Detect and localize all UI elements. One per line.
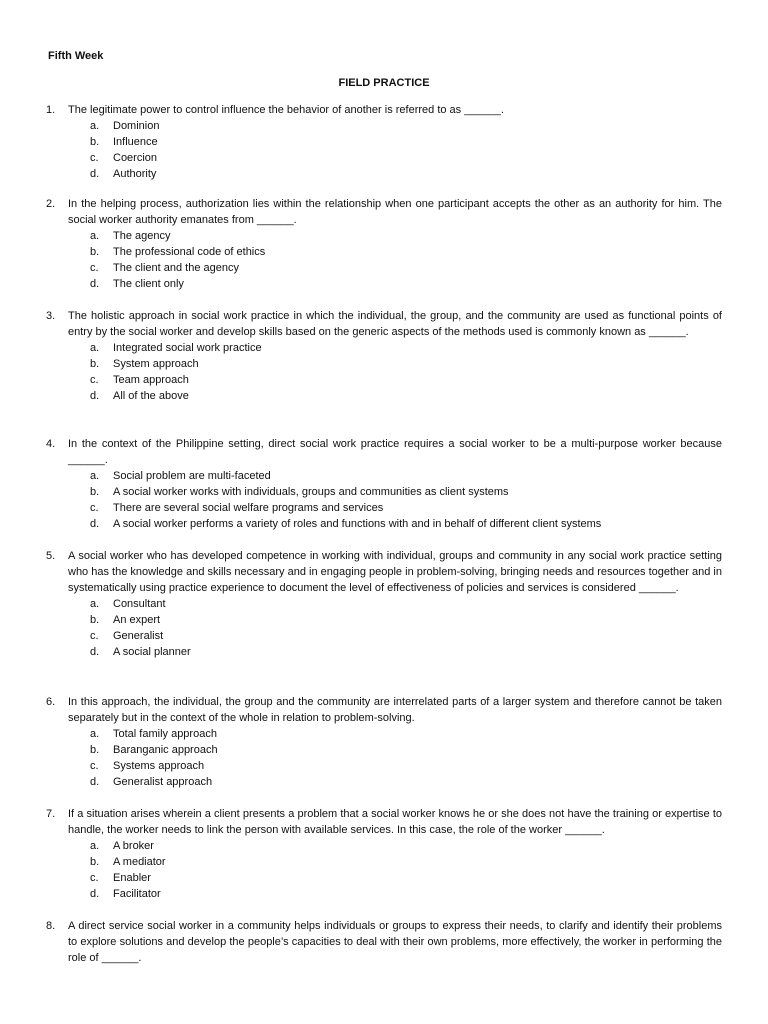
option-list (46, 596, 722, 660)
option-letter: b. (90, 856, 100, 868)
option-letter: a. (90, 120, 100, 132)
option-letter: a. (90, 230, 100, 242)
question-1 (46, 102, 722, 182)
question-2 (46, 196, 722, 292)
option-text: Authority (113, 168, 157, 180)
option-item (46, 340, 722, 356)
option-list (46, 118, 722, 182)
question-text: A direct service social worker in a community helps individuals or groups to express their needs, to clarify and identify their problems to explore solutions and develop the people’s capacities to deal with their own problems, more effectively, the worker in performing the role of ______. (68, 920, 722, 964)
option-text: Consultant (113, 598, 166, 610)
option-item (46, 166, 722, 182)
option-letter: c. (90, 262, 99, 274)
question-number: 5. (46, 550, 56, 562)
question-text: The legitimate power to control influence the behavior of another is referred to as ______. (68, 104, 504, 116)
option-text: Baranganic approach (113, 744, 218, 756)
option-text: Coercion (113, 152, 158, 164)
option-text: A social worker works with individuals, groups and communities as client systems (113, 486, 509, 498)
question-text: In the context of the Philippine setting, direct social work practice requires a social worker to be a multi-purpose worker because ______. (68, 438, 722, 466)
option-text: A broker (113, 840, 154, 852)
option-letter: d. (90, 390, 100, 402)
option-letter: b. (90, 614, 100, 626)
option-letter: d. (90, 888, 100, 900)
option-item (46, 774, 722, 790)
question-5 (46, 548, 722, 660)
option-letter: c. (90, 760, 99, 772)
question-number: 4. (46, 438, 56, 450)
option-text: System approach (113, 358, 199, 370)
question-7 (46, 806, 722, 902)
option-item (46, 612, 722, 628)
option-text: Influence (113, 136, 158, 148)
option-text: The professional code of ethics (113, 246, 266, 258)
option-letter: b. (90, 246, 100, 258)
option-text: Integrated social work practice (113, 342, 262, 354)
option-list (46, 838, 722, 902)
option-item (46, 500, 722, 516)
question-text: In the helping process, authorization lies within the relationship when one participant accepts the other as an authority for him. The social worker authority emanates from ______. (68, 198, 722, 226)
option-item (46, 372, 722, 388)
option-text: Social problem are multi-faceted (113, 470, 271, 482)
option-item (46, 356, 722, 372)
option-letter: b. (90, 358, 100, 370)
option-item (46, 742, 722, 758)
option-item (46, 484, 722, 500)
option-text: Total family approach (113, 728, 217, 740)
option-letter: c. (90, 502, 99, 514)
option-text: All of the above (113, 390, 189, 402)
option-letter: b. (90, 486, 100, 498)
page-title: FIELD PRACTICE (338, 77, 430, 89)
option-list (46, 468, 722, 532)
option-text: There are several social welfare programs and services (113, 502, 384, 514)
option-item (46, 596, 722, 612)
option-list (46, 340, 722, 404)
question-6 (46, 694, 722, 790)
option-letter: d. (90, 518, 100, 530)
option-text: The client only (113, 278, 184, 290)
option-item (46, 118, 722, 134)
option-item (46, 644, 722, 660)
option-text: Generalist (113, 630, 164, 642)
question-3 (46, 308, 722, 404)
option-item (46, 276, 722, 292)
option-item (46, 244, 722, 260)
option-item (46, 886, 722, 902)
option-letter: d. (90, 168, 100, 180)
question-text: The holistic approach in social work practice in which the individual, the group, and the community are used as functional points of entry by the social worker and develop skills based on the generic aspects of the methods used is commonly known as ______. (68, 310, 722, 338)
option-letter: a. (90, 342, 100, 354)
question-number: 2. (46, 198, 56, 210)
question-number: 6. (46, 696, 56, 708)
option-item (46, 228, 722, 244)
option-item (46, 628, 722, 644)
option-list (46, 726, 722, 790)
option-text: Systems approach (113, 760, 205, 772)
question-text: In this approach, the individual, the group and the community are interrelated parts of a larger system and therefore cannot be taken separately but in the context of the whole in relation to problem-solving. (68, 696, 722, 724)
question-number: 7. (46, 808, 56, 820)
option-item (46, 726, 722, 742)
option-list (46, 228, 722, 292)
option-text: A mediator (113, 856, 166, 868)
option-item (46, 260, 722, 276)
option-text: An expert (113, 614, 161, 626)
option-item (46, 468, 722, 484)
option-item (46, 854, 722, 870)
option-text: Generalist approach (113, 776, 213, 788)
option-letter: d. (90, 278, 100, 290)
question-text: If a situation arises wherein a client presents a problem that a social worker knows he or she does not have the training or expertise to handle, the worker needs to link the person with available services. In this case, the role of the worker ______. (68, 808, 722, 836)
option-text: Team approach (113, 374, 189, 386)
option-letter: a. (90, 728, 100, 740)
option-text: A social planner (113, 646, 191, 658)
question-8 (46, 918, 722, 966)
option-letter: c. (90, 152, 99, 164)
option-item (46, 134, 722, 150)
question-text: A social worker who has developed competence in working with individual, groups and community in any social work practice setting who has the knowledge and skills necessary and in engaging people in problem-solving, bringing needs and resources together and in systematically using practice experience to document the level of effectiveness of policies and services is considered ______. (68, 550, 722, 594)
option-text: Facilitator (113, 888, 161, 900)
option-letter: a. (90, 598, 100, 610)
option-letter: c. (90, 374, 99, 386)
question-number: 8. (46, 920, 56, 932)
option-text: The agency (113, 230, 171, 242)
option-letter: b. (90, 744, 100, 756)
question-number: 3. (46, 310, 56, 322)
option-item (46, 388, 722, 404)
week-label: Fifth Week (48, 50, 104, 62)
option-letter: a. (90, 470, 100, 482)
option-text: Enabler (113, 872, 151, 884)
option-letter: c. (90, 630, 99, 642)
option-item (46, 758, 722, 774)
option-letter: a. (90, 840, 100, 852)
option-item (46, 150, 722, 166)
option-item (46, 870, 722, 886)
option-letter: c. (90, 872, 99, 884)
option-text: A social worker performs a variety of roles and functions with and in behalf of different client systems (113, 518, 602, 530)
option-item (46, 838, 722, 854)
question-number: 1. (46, 104, 56, 116)
option-letter: b. (90, 136, 100, 148)
question-4 (46, 436, 722, 532)
option-text: Dominion (113, 120, 160, 132)
option-letter: d. (90, 776, 100, 788)
option-text: The client and the agency (113, 262, 239, 274)
option-letter: d. (90, 646, 100, 658)
option-item (46, 516, 722, 532)
